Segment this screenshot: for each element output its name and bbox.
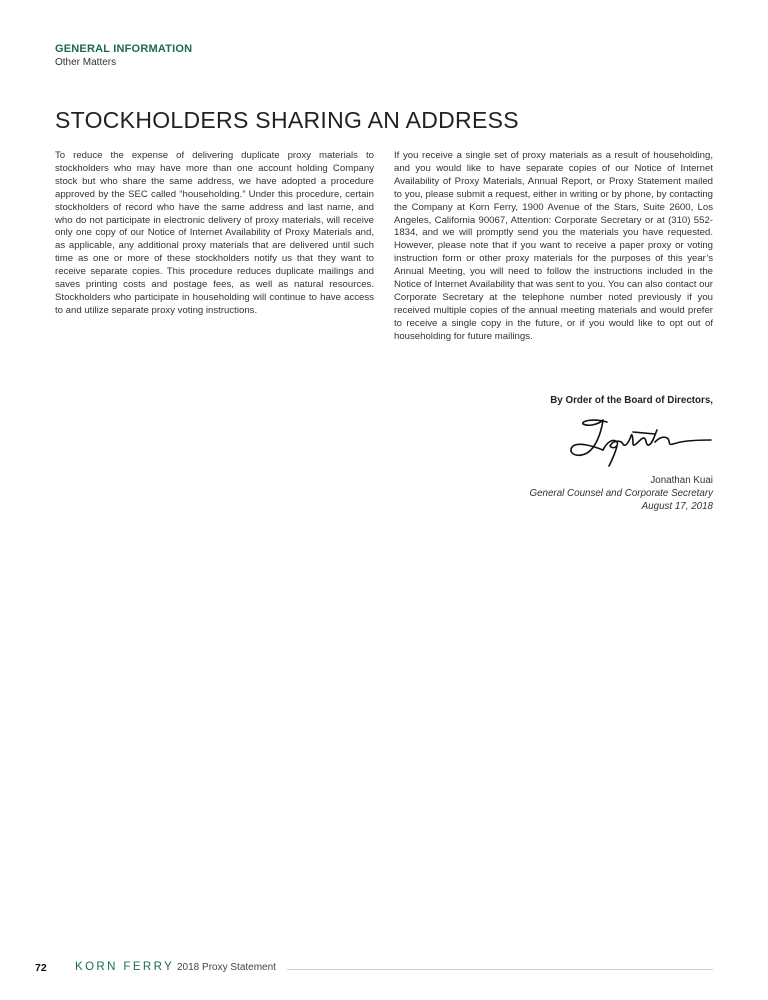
handwritten-signature xyxy=(563,412,713,468)
page-footer xyxy=(35,962,713,978)
body-paragraph-left: To reduce the expense of delivering duplicate proxy materials to stockholders who may have more than one account holding Company stock but who share the same address, we have adopted a procedure approved by the SEC called “householding.” Under this procedure, certain stockholders of record who have the same address and last name, and who do not participate in electronic delivery of proxy materials, will receive only one copy of our Notice of Internet Availability of Proxy Materials and, as applicable, any additional proxy materials that are delivered until such time as one or more of these stockholders notify us that they want to receive separate copies. This procedure reduces duplicate mailings and saves printing costs and postage fees, as well as natural resources. Stockholders who participate in householding will continue to have access to and utilize separate proxy voting instructions. xyxy=(55,150,374,316)
by-order-line: By Order of the Board of Directors, xyxy=(550,395,713,406)
document-name: 2018 Proxy Statement xyxy=(177,962,276,973)
page-number: 72 xyxy=(35,962,47,974)
signer-info xyxy=(393,474,713,513)
signature-date: August 17, 2018 xyxy=(641,501,713,512)
body-paragraph-right: If you receive a single set of proxy materials as a result of householding, and you would like to have separate copies of our Notice of Internet Availability of Proxy Materials, Annual Report, or Proxy Statement mailed to you, please submit a request, either in writing or by phone, by contacting the Company at Korn Ferry, 1900 Avenue of the Stars, Suite 2600, Los Angeles, California 90067, Attention: Corporate Secretary or at (310) 552-1834, and we will promptly send you the materials you have requested. However, please note that if you want to receive a paper proxy or voting instruction form or other proxy materials for the purposes of this year’s Annual Meeting, you will need to follow the instructions included in the Notice of Internet Availability that was sent to you. You can also contact our Corporate Secretary at the telephone number noted previously if you received multiple copies of the annual meeting materials and would prefer to receive a single copy in the future, or if you would like to opt out of householding for future mailings. xyxy=(394,150,713,342)
page-header xyxy=(55,42,192,69)
footer-divider xyxy=(287,969,713,970)
signature-block xyxy=(393,394,713,512)
page-title: STOCKHOLDERS SHARING AN ADDRESS xyxy=(55,107,519,133)
brand-logo: KORN FERRY xyxy=(75,961,175,973)
signer-name: Jonathan Kuai xyxy=(650,475,713,486)
signer-title: General Counsel and Corporate Secretary xyxy=(529,488,713,499)
section-subtitle: Other Matters xyxy=(55,57,117,68)
section-title: GENERAL INFORMATION xyxy=(55,43,193,55)
